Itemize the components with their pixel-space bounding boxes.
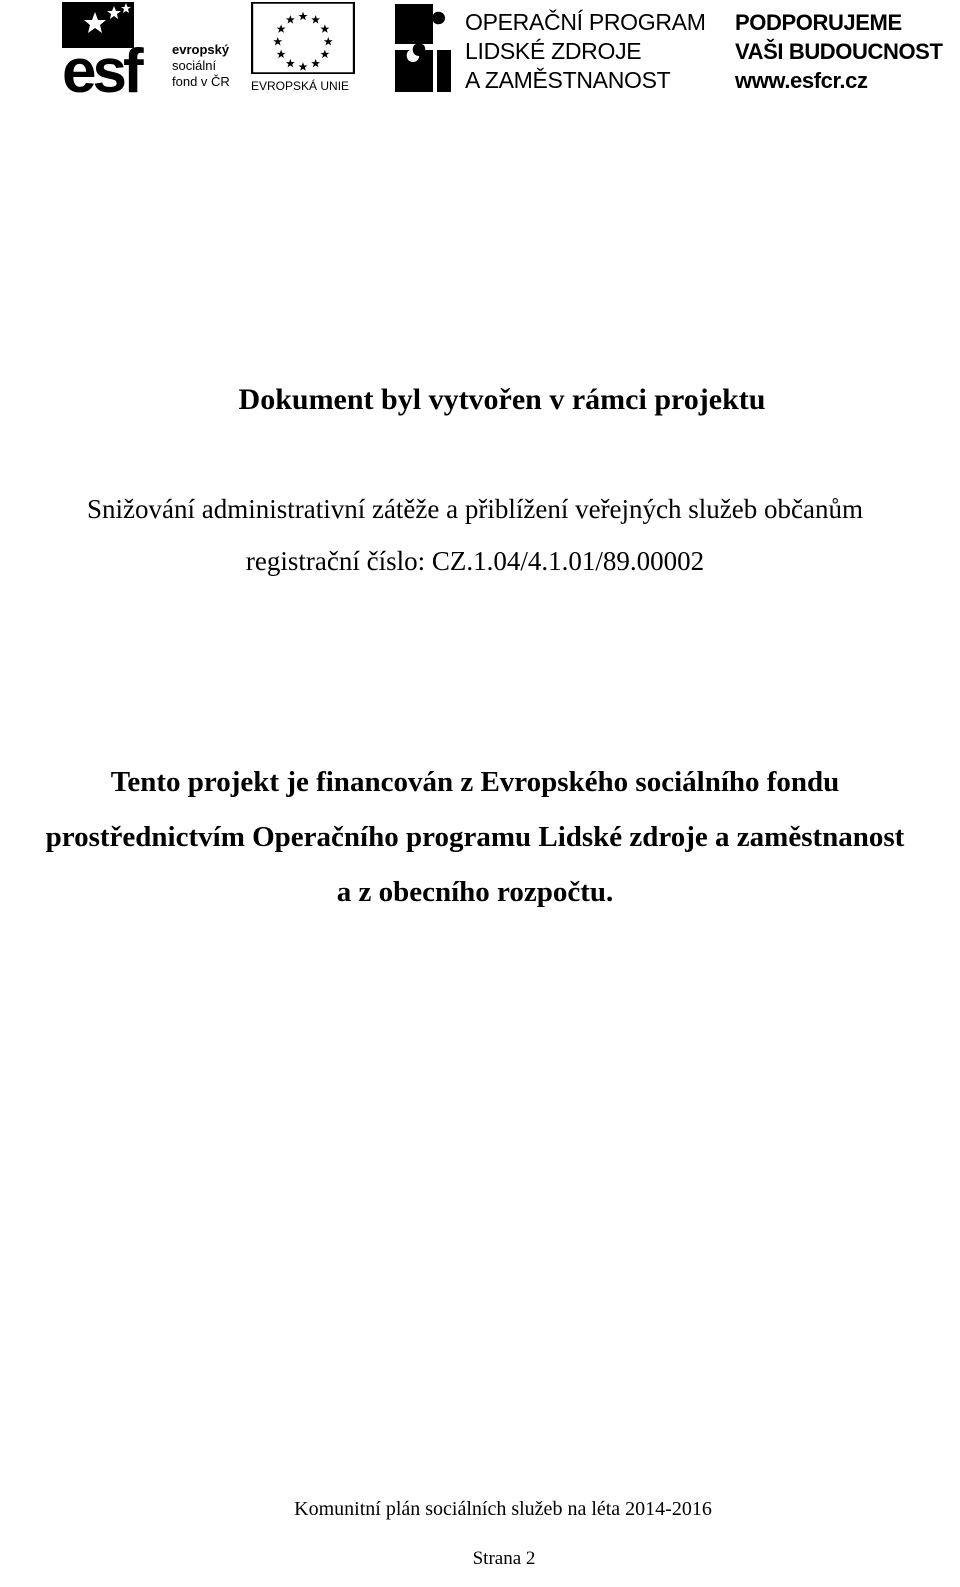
esf-logo [62,2,242,94]
footer-title: Komunitní plán sociálních služeb na léta 2014-2016 [294,1498,712,1520]
esf-text [172,42,230,90]
funding-statement [0,755,950,920]
document-heading: Dokument byl vytvořen v rámci projektu [238,383,766,416]
op-text [465,8,706,95]
project-name: Snižování administrativní zátěže a přiblížení veřejných služeb občanům [87,494,863,524]
registration-number: registrační číslo: CZ.1.04/4.1.01/89.00002 [245,546,705,576]
support-url: www.esfcr.cz [735,68,868,93]
support-line2: VAŠI BUDOUCNOST [735,39,943,64]
eu-logo [251,2,357,94]
logo-bar [0,0,960,100]
esf-line1: evropský [172,42,230,57]
eu-flag-icon [251,2,355,74]
op-line2: LIDSKÉ ZDROJE [465,38,642,64]
puzzle-icon [393,2,453,94]
funding-line1: Tento projekt je financován z Evropského sociálního fondu [110,766,840,798]
page-number: Strana 2 [472,1548,536,1569]
funding-line3: a z obecního rozpočtu. [336,876,614,908]
eu-label: EVROPSKÁ UNIE [251,79,350,93]
support-line1: PODPORUJEME [735,10,902,35]
op-logo [393,2,713,94]
svg-text:esf: esf [62,37,140,94]
op-line1: OPERAČNÍ PROGRAM [465,9,706,35]
support-text [735,8,943,95]
esf-mark-icon [62,2,166,94]
op-line3: A ZAMĚSTNANOST [465,67,671,93]
esf-line3: fond v ČR [172,74,230,89]
esf-line2: sociální [172,58,217,73]
funding-line2: prostřednictvím Operačního programu Lidské zdroje a zaměstnanost [45,821,905,853]
